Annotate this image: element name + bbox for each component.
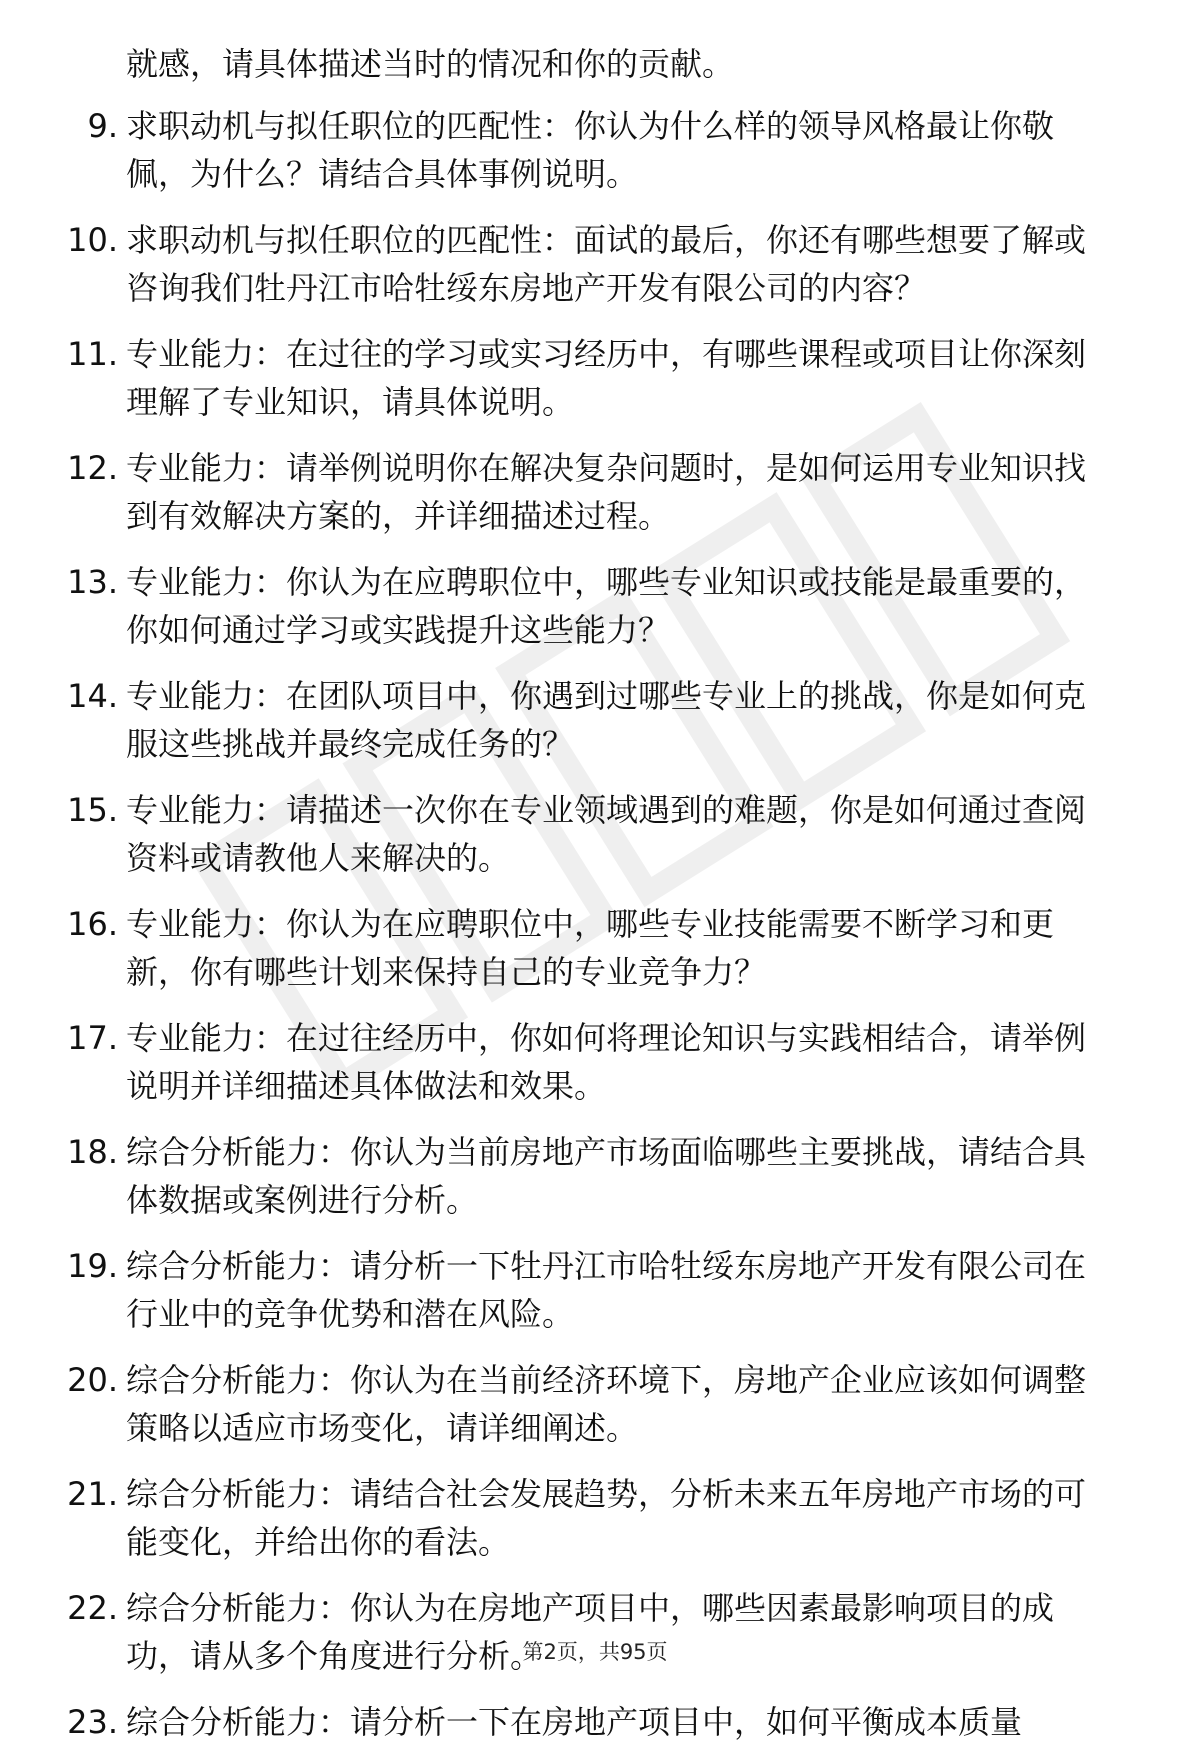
question-number: 12. <box>67 449 118 487</box>
question-number: 16. <box>67 905 118 943</box>
question-text: 专业能力：在过往经历中，你如何将理论知识与实践相结合，请举例说明并详细描述具体做法和效果。 <box>126 1019 1087 1105</box>
list-item-continuation <box>0 40 1106 88</box>
question-list <box>0 40 1190 1764</box>
list-item <box>0 444 1106 540</box>
question-number: 13. <box>67 563 118 601</box>
question-text: 综合分析能力：你认为当前房地产市场面临哪些主要挑战，请结合具体数据或案例进行分析。 <box>126 1133 1087 1219</box>
question-text: 综合分析能力：请分析一下牡丹江市哈牡绥东房地产开发有限公司在行业中的竞争优势和潜在风险。 <box>126 1247 1087 1333</box>
question-number: 20. <box>67 1361 118 1399</box>
question-number: 9. <box>87 107 118 145</box>
page-footer <box>0 1636 1190 1666</box>
list-item <box>0 900 1106 996</box>
question-text: 求职动机与拟任职位的匹配性：你认为什么样的领导风格最让你敬佩，为什么？请结合具体事例说明。 <box>126 107 1055 193</box>
question-text: 专业能力：在过往的学习或实习经历中，有哪些课程或项目让你深刻理解了专业知识，请具体说明。 <box>126 335 1087 421</box>
question-text: 专业能力：请描述一次你在专业领域遇到的难题，你是如何通过查阅资料或请教他人来解决的。 <box>126 791 1087 877</box>
question-text: 综合分析能力：你认为在当前经济环境下，房地产企业应该如何调整策略以适应市场变化，请详细阐述。 <box>126 1361 1087 1447</box>
question-text: 专业能力：你认为在应聘职位中，哪些专业技能需要不断学习和更新，你有哪些计划来保持自己的专业竞争力？ <box>126 905 1055 991</box>
list-item <box>0 786 1106 882</box>
question-number: 22. <box>67 1589 118 1627</box>
page-number: 第2页，共95页 <box>522 1640 668 1664</box>
question-text: 求职动机与拟任职位的匹配性：面试的最后，你还有哪些想要了解或咨询我们牡丹江市哈牡绥东房地产开发有限公司的内容？ <box>126 221 1087 307</box>
list-item <box>0 1698 1106 1746</box>
list-item <box>0 216 1106 312</box>
question-text: 专业能力：请举例说明你在解决复杂问题时，是如何运用专业知识找到有效解决方案的，并详细描述过程。 <box>126 449 1087 535</box>
continuation-text: 就感，请具体描述当时的情况和你的贡献。 <box>126 45 735 83</box>
question-number: 11. <box>67 335 118 373</box>
list-item <box>0 1242 1106 1338</box>
question-text: 综合分析能力：请结合社会发展趋势，分析未来五年房地产市场的可能变化，并给出你的看法。 <box>126 1475 1087 1561</box>
list-item <box>0 1356 1106 1452</box>
question-text: 专业能力：你认为在应聘职位中，哪些专业知识或技能是最重要的，你如何通过学习或实践提升这些能力？ <box>126 563 1087 649</box>
question-number: 10. <box>67 221 118 259</box>
question-number: 15. <box>67 791 118 829</box>
list-item <box>0 1014 1106 1110</box>
question-text: 综合分析能力：你认为在房地产项目中，哪些因素最影响项目的成功，请从多个角度进行分析。 <box>126 1589 1055 1675</box>
question-number: 19. <box>67 1247 118 1285</box>
question-text: 专业能力：在团队项目中，你遇到过哪些专业上的挑战，你是如何克服这些挑战并最终完成任务的？ <box>126 677 1087 763</box>
question-number: 23. <box>67 1703 118 1741</box>
question-number: 18. <box>67 1133 118 1171</box>
list-item <box>0 1470 1106 1566</box>
question-number: 17. <box>67 1019 118 1057</box>
list-item <box>0 330 1106 426</box>
list-item <box>0 1128 1106 1224</box>
question-number: 21. <box>67 1475 118 1513</box>
question-text: 综合分析能力：请分析一下在房地产项目中，如何平衡成本质量 <box>126 1703 1023 1741</box>
list-item <box>0 102 1106 198</box>
list-item <box>0 558 1106 654</box>
question-number: 14. <box>67 677 118 715</box>
list-item <box>0 672 1106 768</box>
